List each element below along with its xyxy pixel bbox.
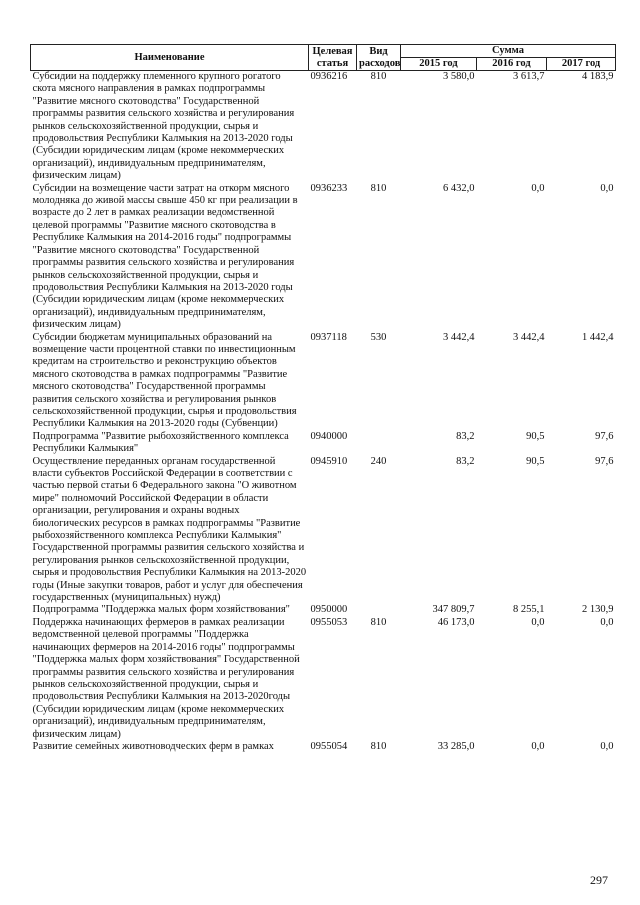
row-sum-2016: 8 255,1 — [513, 604, 545, 616]
row-name: Субсидии на возмещение части затрат на откорм мясного молодняка до живой массы свыше 450 кг при реализации в возрасте до 2 лет в рамках реализации ведомственной целевой программы "Развитие мясного скотоводства в Республике Калмыкия на 2014-2016 годы" подпрограммы "Развитие мясного скотоводства" Государственной программы развития сельского хозяйства и регулирования рынков сельскохозяйственной продукции, сырья и продовольствия Республики Калмыкия на 2013-2020 годы (Субсидии юридическим лицам (кроме некоммерческих организаций), индивидуальным предпринимателям, физическим лицам) — [32, 182, 298, 331]
row-sum-2016: 90,5 — [526, 430, 545, 442]
row-sum-2017: 2 130,9 — [582, 604, 614, 616]
table-row — [31, 431, 616, 456]
row-kind: 810 — [370, 740, 387, 752]
row-code: 0937118 — [310, 331, 347, 343]
row-kind: 810 — [370, 71, 387, 82]
row-code: 0936233 — [310, 182, 348, 194]
row-sum-2017: 97,6 — [595, 455, 614, 467]
row-code: 0940000 — [310, 430, 348, 442]
row-sum-2017: 0,0 — [600, 182, 614, 194]
row-code: 0955053 — [310, 616, 348, 628]
row-sum-2016: 3 442,4 — [513, 331, 545, 343]
row-sum-2016: 0,0 — [531, 182, 545, 194]
page-number: 297 — [590, 873, 608, 887]
row-sum-2017: 4 183,9 — [582, 71, 614, 82]
table-row — [31, 183, 616, 332]
table-row — [31, 604, 616, 616]
row-name: Субсидии на поддержку племенного крупного рогатого скота мясного направления в рамках подпрограммы "Развитие мясного скотоводства" Государственной программы развития сельского хозяйства и регулирования рынков сельскохозяйственной продукции, сырья и продовольствия Республики Калмыкия на 2013-2020 годы (Субсидии юридическим лицам (кроме некоммерческих организаций), индивидуальным предпринимателям, физическим лицам) — [32, 71, 295, 182]
row-sum-2015: 83,2 — [456, 430, 475, 442]
row-name: Подпрограмма "Поддержка малых форм хозяйствования" — [32, 604, 290, 616]
row-sum-2017: 1 442,4 — [582, 331, 614, 343]
table-body — [31, 71, 616, 754]
row-kind: 810 — [370, 182, 387, 194]
header-code: Целевая статья — [309, 45, 357, 71]
table-row — [31, 741, 616, 753]
budget-table — [30, 44, 616, 753]
row-kind — [357, 431, 401, 456]
table-header — [31, 45, 616, 71]
header-name: Наименование — [31, 45, 309, 71]
row-sum-2015: 3 580,0 — [443, 71, 475, 82]
row-sum-2017: 97,6 — [595, 430, 614, 442]
row-sum-2017: 0,0 — [600, 740, 614, 752]
row-code: 0936216 — [310, 71, 348, 82]
row-kind: 530 — [370, 331, 387, 343]
row-kind: 240 — [370, 455, 387, 467]
header-year-2016: 2016 год — [477, 58, 547, 71]
table-row — [31, 71, 616, 183]
row-kind — [357, 604, 401, 616]
table-row — [31, 617, 616, 741]
row-code: 0955054 — [310, 740, 348, 752]
row-kind: 810 — [370, 616, 387, 628]
row-sum-2015: 83,2 — [456, 455, 475, 467]
row-sum-2015: 6 432,0 — [443, 182, 475, 194]
row-sum-2015: 3 442,4 — [443, 331, 475, 343]
row-sum-2017: 0,0 — [600, 616, 614, 628]
row-sum-2016: 3 613,7 — [513, 71, 545, 82]
row-name: Развитие семейных животноводческих ферм в рамках — [32, 740, 274, 752]
row-sum-2015: 33 285,0 — [437, 740, 475, 752]
row-sum-2016: 0,0 — [531, 616, 545, 628]
row-sum-2016: 0,0 — [531, 740, 545, 752]
row-name: Осуществление переданных органам государственной власти субъектов Российской Федерации в соответствии с частью первой статьи 6 Федерального закона "О животном мире" полномочий Российской Федерации в области организации, регулирования и охраны водных биологических ресурсов в рамках подпрограммы "Развитие рыбохозяйственного комплекса Республики Калмыкия" Государственной программы развития сельского хозяйства и регулирования рынков сельскохозяйственной продукции, сырья и продовольствия Республики Калмыкия на 2013-2020 годы (Иные закупки товаров, работ и услуг для обеспечения государственных (муниципальных) нужд) — [32, 455, 307, 604]
table-row — [31, 456, 616, 605]
row-name: Субсидии бюджетам муниципальных образований на возмещение части процентной ставки по инвестиционным кредитам на строительство и реконструкцию объектов мясного скотоводства в рамках подпрограммы "Развитие мясного скотоводства" Государственной программы развития сельского хозяйства и регулирования рынков сельскохозяйственной продукции, сырья и продовольствия Республики Калмыкия на 2013-2020 годы (Субвенции) — [32, 331, 297, 430]
row-name: Подпрограмма "Развитие рыбохозяйственного комплекса Республики Калмыкия" — [32, 430, 289, 455]
header-year-2017: 2017 год — [547, 58, 616, 71]
header-year-2015: 2015 год — [401, 58, 477, 71]
header-kind: Вид расходов — [357, 45, 401, 71]
table-row — [31, 332, 616, 431]
row-code: 0945910 — [310, 455, 348, 467]
row-sum-2015: 347 809,7 — [432, 604, 475, 616]
row-code: 0950000 — [310, 604, 348, 616]
row-sum-2015: 46 173,0 — [437, 616, 475, 628]
row-name: Поддержка начинающих фермеров в рамках реализации ведомственной целевой программы "Поддержка начинающих фермеров на 2014-2016 годы" подпрограммы "Поддержка малых форм хозяйствования" Государственной программы развития сельского хозяйства и регулирования рынков сельскохозяйственной продукции, сырья и продовольствия Республики Калмыкия на 2013-2020годы (Субсидии юридическим лицам (кроме некоммерческих организаций), индивидуальным предпринимателям, физическим лицам) — [32, 616, 300, 740]
header-sum: Сумма — [401, 45, 616, 58]
row-sum-2016: 90,5 — [526, 455, 545, 467]
